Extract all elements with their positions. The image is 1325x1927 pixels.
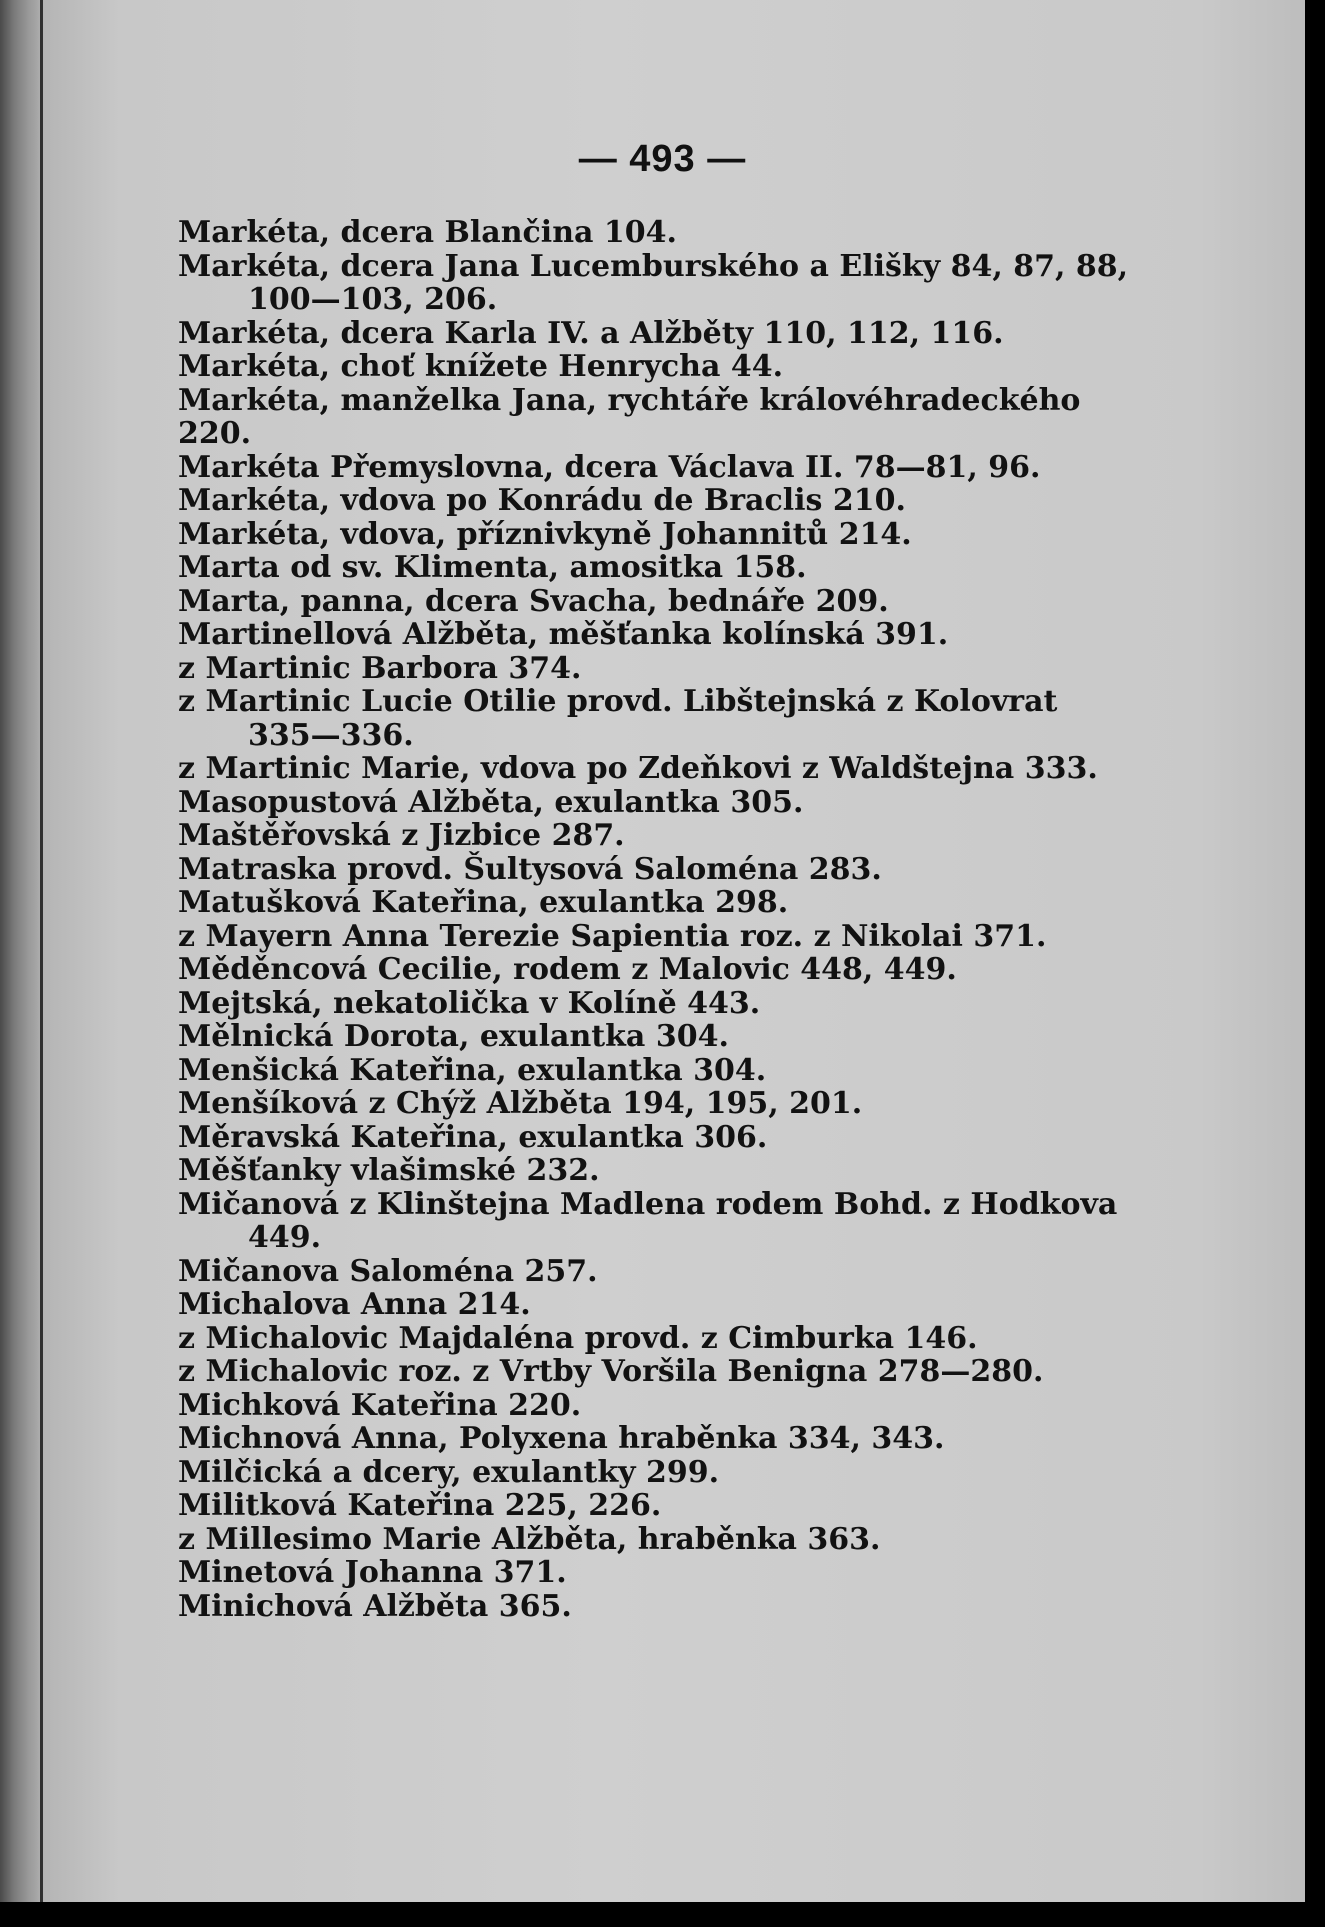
index-entry [178, 1556, 1138, 1590]
page-number: — 493 — [578, 138, 747, 180]
index-entry [178, 953, 1138, 987]
index-entry-continuation: 335—336. [248, 717, 414, 753]
index-entry-text: Markéta, choť knížete Henrycha 44. [178, 349, 784, 384]
index-entry [178, 618, 1138, 652]
index-entry [178, 1188, 1138, 1255]
index-entry [178, 1590, 1138, 1624]
index-entry-text: z Michalovic Majdaléna provd. z Cimburka 146. [178, 1320, 978, 1356]
index-entry [178, 1422, 1138, 1456]
index-entry [178, 451, 1138, 485]
index-entry [178, 685, 1138, 752]
index-entry [178, 1523, 1138, 1557]
index-entry-text: Markéta, manželka Jana, rychtáře královéhradeckého 220. [178, 382, 1091, 451]
index-entry-text: Minetová Johanna 371. [178, 1555, 567, 1590]
index-entry [178, 317, 1138, 351]
index-entry [178, 350, 1138, 384]
index-entry-text: Militková Kateřina 225, 226. [178, 1488, 662, 1523]
index-entry-text: Masopustová Alžběta, exulantka 305. [178, 784, 804, 820]
index-entry-text: Martinellová Alžběta, měšťanka kolínská 391. [178, 617, 949, 652]
index-entry-list [178, 216, 1138, 1623]
index-entry-text: z Martinic Lucie Otilie provd. Libštejnská z Kolovrat [178, 684, 1058, 719]
index-entry-text: z Mayern Anna Terezie Sapientia roz. z Nikolai 371. [178, 918, 1047, 954]
index-entry-text: Markéta, vdova po Konrádu de Braclis 210. [178, 483, 906, 518]
index-entry-text: z Michalovic roz. z Vrtby Voršila Benigna 278—280. [178, 1354, 1044, 1389]
page-binding-edge [40, 0, 43, 1902]
index-entry [178, 1389, 1138, 1423]
index-entry-text: Mičanová z Klinštejna Madlena rodem Bohd. z Hodkova [178, 1186, 1118, 1222]
index-entry-text: Milčická a dcery, exulantky 299. [178, 1454, 720, 1490]
index-entry-text: z Martinic Barbora 374. [178, 650, 582, 686]
index-entry-text: Marta od sv. Klimenta, amositka 158. [178, 550, 807, 585]
index-entry-text: z Martinic Marie, vdova po Zdeňkovi z Waldštejna 333. [178, 751, 1098, 786]
index-entry-text: Markéta, dcera Jana Lucemburského a Elišky 84, 87, 88, [178, 248, 1129, 284]
index-entry-text: z Millesimo Marie Alžběta, hraběnka 363. [178, 1521, 881, 1557]
index-entry-text: Matušková Kateřina, exulantka 298. [178, 885, 789, 920]
index-entry [178, 1322, 1138, 1356]
index-entry [178, 1489, 1138, 1523]
index-entry [178, 987, 1138, 1021]
index-entry-text: Měděncová Cecilie, rodem z Malovic 448, 449. [178, 952, 957, 987]
index-entry-text: Měravská Kateřina, exulantka 306. [178, 1119, 768, 1155]
index-entry-text: Měšťanky vlašimské 232. [178, 1153, 600, 1188]
index-entry [178, 1288, 1138, 1322]
index-entry [178, 853, 1138, 887]
index-entry [178, 1355, 1138, 1389]
index-entry-continuation: 100—103, 206. [248, 282, 498, 317]
page-binding-shadow [0, 0, 44, 1902]
index-entry [178, 518, 1138, 552]
index-entry-text: Michková Kateřina 220. [178, 1387, 582, 1423]
index-entry [178, 1020, 1138, 1054]
index-entry [178, 484, 1138, 518]
index-entry-text: Minichová Alžběta 365. [178, 1588, 572, 1624]
index-entry [178, 819, 1138, 853]
index-entry-text: Mejtská, nekatolička v Kolíně 443. [178, 985, 761, 1021]
index-entry [178, 1154, 1138, 1188]
index-entry [178, 1255, 1138, 1289]
index-entry [178, 1054, 1138, 1088]
index-entry [178, 384, 1138, 451]
index-entry-continuation: 449. [248, 1220, 322, 1255]
index-entry-text: Menšická Kateřina, exulantka 304. [178, 1052, 767, 1088]
index-entry [178, 920, 1138, 954]
index-entry [178, 1456, 1138, 1490]
index-entry-text: Markéta, dcera Blančina 104. [178, 215, 677, 250]
index-entry [178, 886, 1138, 920]
index-entry-text: Maštěřovská z Jizbice 287. [178, 818, 625, 853]
index-entry-text: Markéta Přemyslovna, dcera Václava II. 78—81, 96. [178, 449, 1041, 485]
index-entry-text: Menšíková z Chýž Alžběta 194, 195, 201. [178, 1086, 863, 1121]
index-entry [178, 1121, 1138, 1155]
index-entry-text: Marta, panna, dcera Svacha, bednáře 209. [178, 583, 889, 619]
index-entry-text: Michalova Anna 214. [178, 1287, 531, 1322]
index-entry-text: Markéta, dcera Karla IV. a Alžběty 110, 112, 116. [178, 315, 1004, 351]
index-entry [178, 1087, 1138, 1121]
index-entry-text: Matraska provd. Šultysová Saloména 283. [178, 851, 882, 887]
index-entry [178, 250, 1138, 317]
index-entry [178, 216, 1138, 250]
index-entry [178, 585, 1138, 619]
index-entry [178, 752, 1138, 786]
index-entry-text: Michnová Anna, Polyxena hraběnka 334, 343. [178, 1421, 945, 1456]
index-entry-text: Markéta, vdova, příznivkyně Johannitů 214. [178, 516, 912, 552]
scan-border-bottom [0, 1902, 1325, 1927]
index-entry-text: Mělnická Dorota, exulantka 304. [178, 1019, 729, 1054]
index-entry [178, 551, 1138, 585]
index-entry-text: Mičanova Saloména 257. [178, 1253, 598, 1289]
index-entry [178, 652, 1138, 686]
index-entry [178, 786, 1138, 820]
scan-border-right [1305, 0, 1325, 1927]
